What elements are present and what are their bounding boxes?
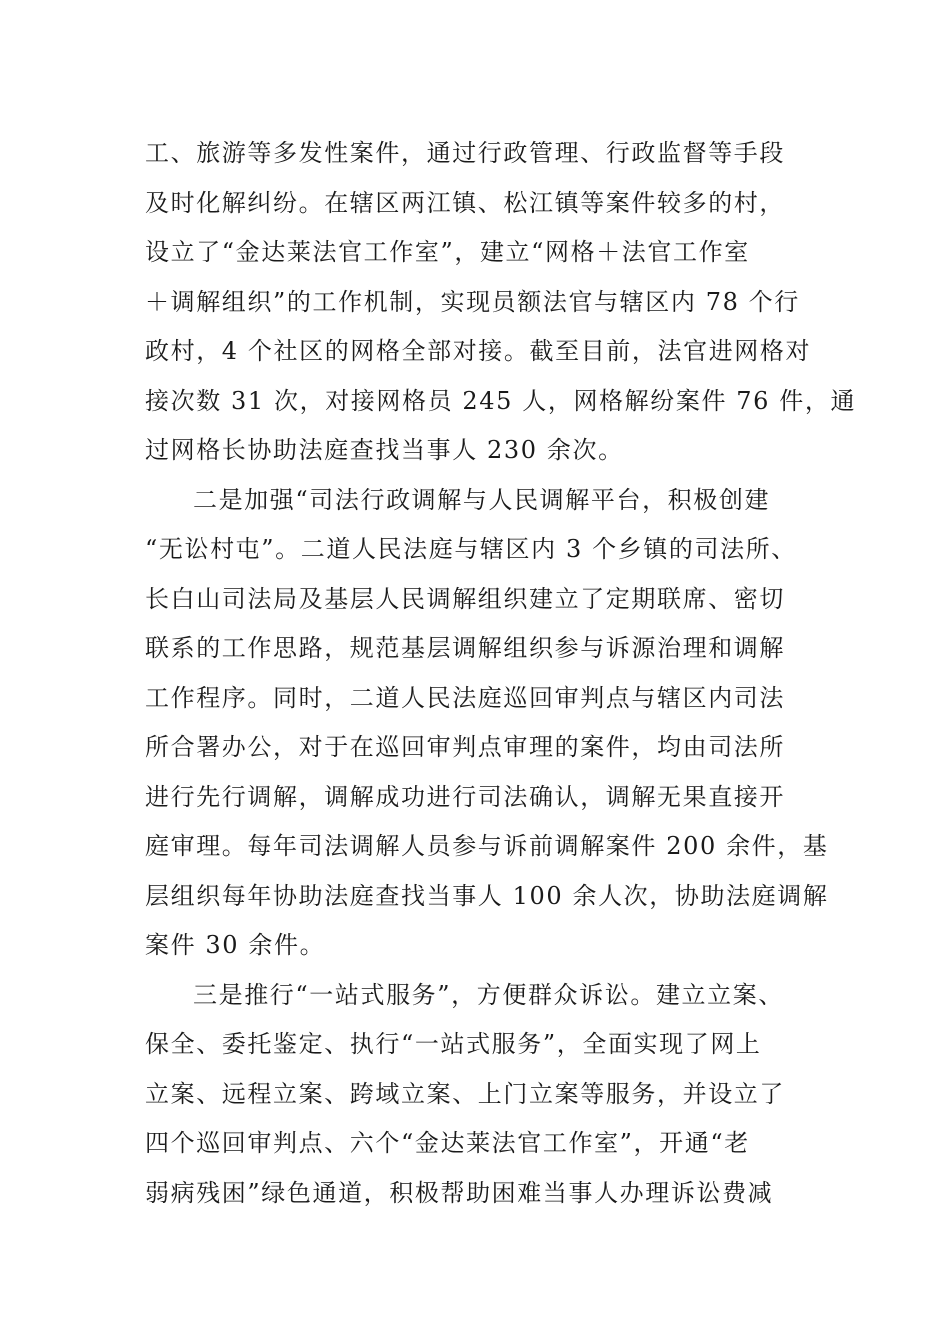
text-line: 案件 30 余件。 (145, 931, 326, 959)
text-line: 工作程序。同时，二道人民法庭巡回审判点与辖区内司法 (145, 684, 785, 712)
text-line: 进行先行调解，调解成功进行司法确认，调解无果直接开 (145, 783, 785, 811)
text-line: 保全、委托鉴定、执行“一站式服务”，全面实现了网上 (145, 1030, 762, 1058)
text-line: 过网格长协助法庭查找当事人 230 余次。 (145, 436, 624, 464)
text-line: 四个巡回审判点、六个“金达莱法官工作室”，开通“老 (145, 1129, 750, 1157)
paragraph-first-line: 三是推行“一站式服务”，方便群众诉讼。建立立案、 (193, 981, 784, 1009)
text-line: 设立了“金达莱法官工作室”，建立“网格＋法官工作室 (145, 238, 750, 266)
text-line: 层组织每年协助法庭查找当事人 100 余人次，协助法庭调解 (145, 882, 829, 910)
text-line: 长白山司法局及基层人民调解组织建立了定期联席、密切 (145, 585, 785, 613)
text-line: ＋调解组织”的工作机制，实现员额法官与辖区内 78 个行 (145, 288, 800, 316)
text-line: 立案、远程立案、跨域立案、上门立案等服务，并设立了 (145, 1080, 785, 1108)
text-line: 庭审理。每年司法调解人员参与诉前调解案件 200 余件，基 (145, 832, 829, 860)
text-line: 工、旅游等多发性案件，通过行政管理、行政监督等手段 (145, 139, 785, 167)
text-line: 弱病残困”绿色通道，积极帮助困难当事人办理诉讼费减 (145, 1179, 774, 1207)
text-line: 及时化解纠纷。在辖区两江镇、松江镇等案件较多的村， (145, 189, 785, 217)
text-line: 接次数 31 次，对接网格员 245 人，网格解纷案件 76 件，通 (145, 387, 857, 415)
text-line: “无讼村屯”。二道人民法庭与辖区内 3 个乡镇的司法所、 (145, 535, 797, 563)
text-line: 所合署办公，对于在巡回审判点审理的案件，均由司法所 (145, 733, 785, 761)
text-line: 联系的工作思路，规范基层调解组织参与诉源治理和调解 (145, 634, 785, 662)
paragraph-first-line: 二是加强“司法行政调解与人民调解平台，积极创建 (193, 486, 771, 514)
text-line: 政村，4 个社区的网格全部对接。截至目前，法官进网格对 (145, 337, 812, 365)
